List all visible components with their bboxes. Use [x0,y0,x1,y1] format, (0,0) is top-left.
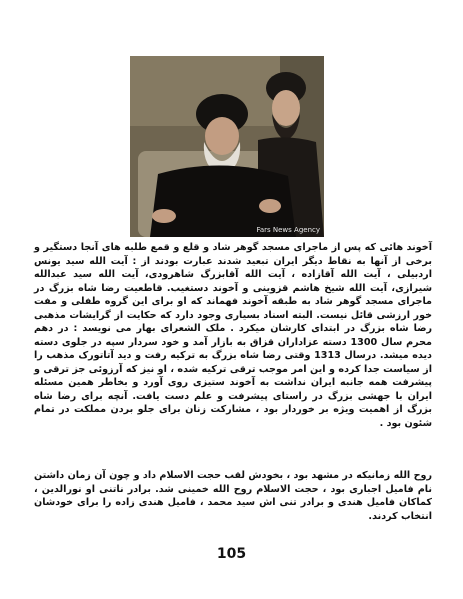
photo-illustration [130,56,324,237]
body-paragraph-1: آخوند هائی که پس از ماجرای مسجد گوهر شاد و قلع و قمع طلبه های آنجا دستگیر و برخی از آنها به نقاط دیگر ایران تبعید شدند عبارت بودند از : آیت الله سید یونس اردبیلی ، آیت الله آقازاده ، آیت الله آقابزرگ شاهرودی، آیت الله سید عبدالله شیرازی، آیت الله شیخ هاشم قزوینی و آخوند دستغیب. قاطعیت رضا شاه بزرگ در ماجرای مسجد گوهر شاد به طبقه آخوند فهماند که او برای این گروه طفلی و مفت خور ارزشی قائل نیست. البته اسناد بسیاری وجود دارد که حکایت از گرایشات مذهبی رضا شاه بزرگ در ابتدای کارشان میکرد . ملک الشعرای بهار می نویسد : در دهم محرم سال 1300 دسته عزاداران قزاق به بازار آمد و خود سردار سپه در جلوی دسته دیده میشد. درسال 1313 وقتی رضا شاه بزرگ به ترکیه رفت و دید آتاتورک مذهب را از سیاست جدا کرده و این امر موجب ترقی ترکیه شده ، او نیز که آرزوئی جز ترقی و پیشرفت همه جانبه ایران نداشت به آخوند ستیزی روی آورد و بخاطر همین مسئله ایران با جهشی بزرگ در راستای پیشرفت و علم دست یافت. آنچه برای رضا شاه بزرگ از اهمیت ویژه بر خوردار بود ، مشارکت زنان برای جلو بردن مملکت در تمام شئون بود . [34,242,432,429]
body-paragraph-2: روح الله زمانیکه در مشهد بود ، بخودش لقب حجت الاسلام داد و چون آن زمان داشتن نام فامیل اجباری بود ، حجت الاسلام روح الله خمینی شد. برادر ناتنی او نورالدین ، کماکان فامیل هندی و برادر تنی اش سید محمد ، فامیل هندی زاده را برای خودشان انتخاب کردند. [34,470,432,522]
photo [130,56,324,237]
page-number: 105 [216,546,247,562]
photo-caption: Fars News Agency [256,226,320,234]
